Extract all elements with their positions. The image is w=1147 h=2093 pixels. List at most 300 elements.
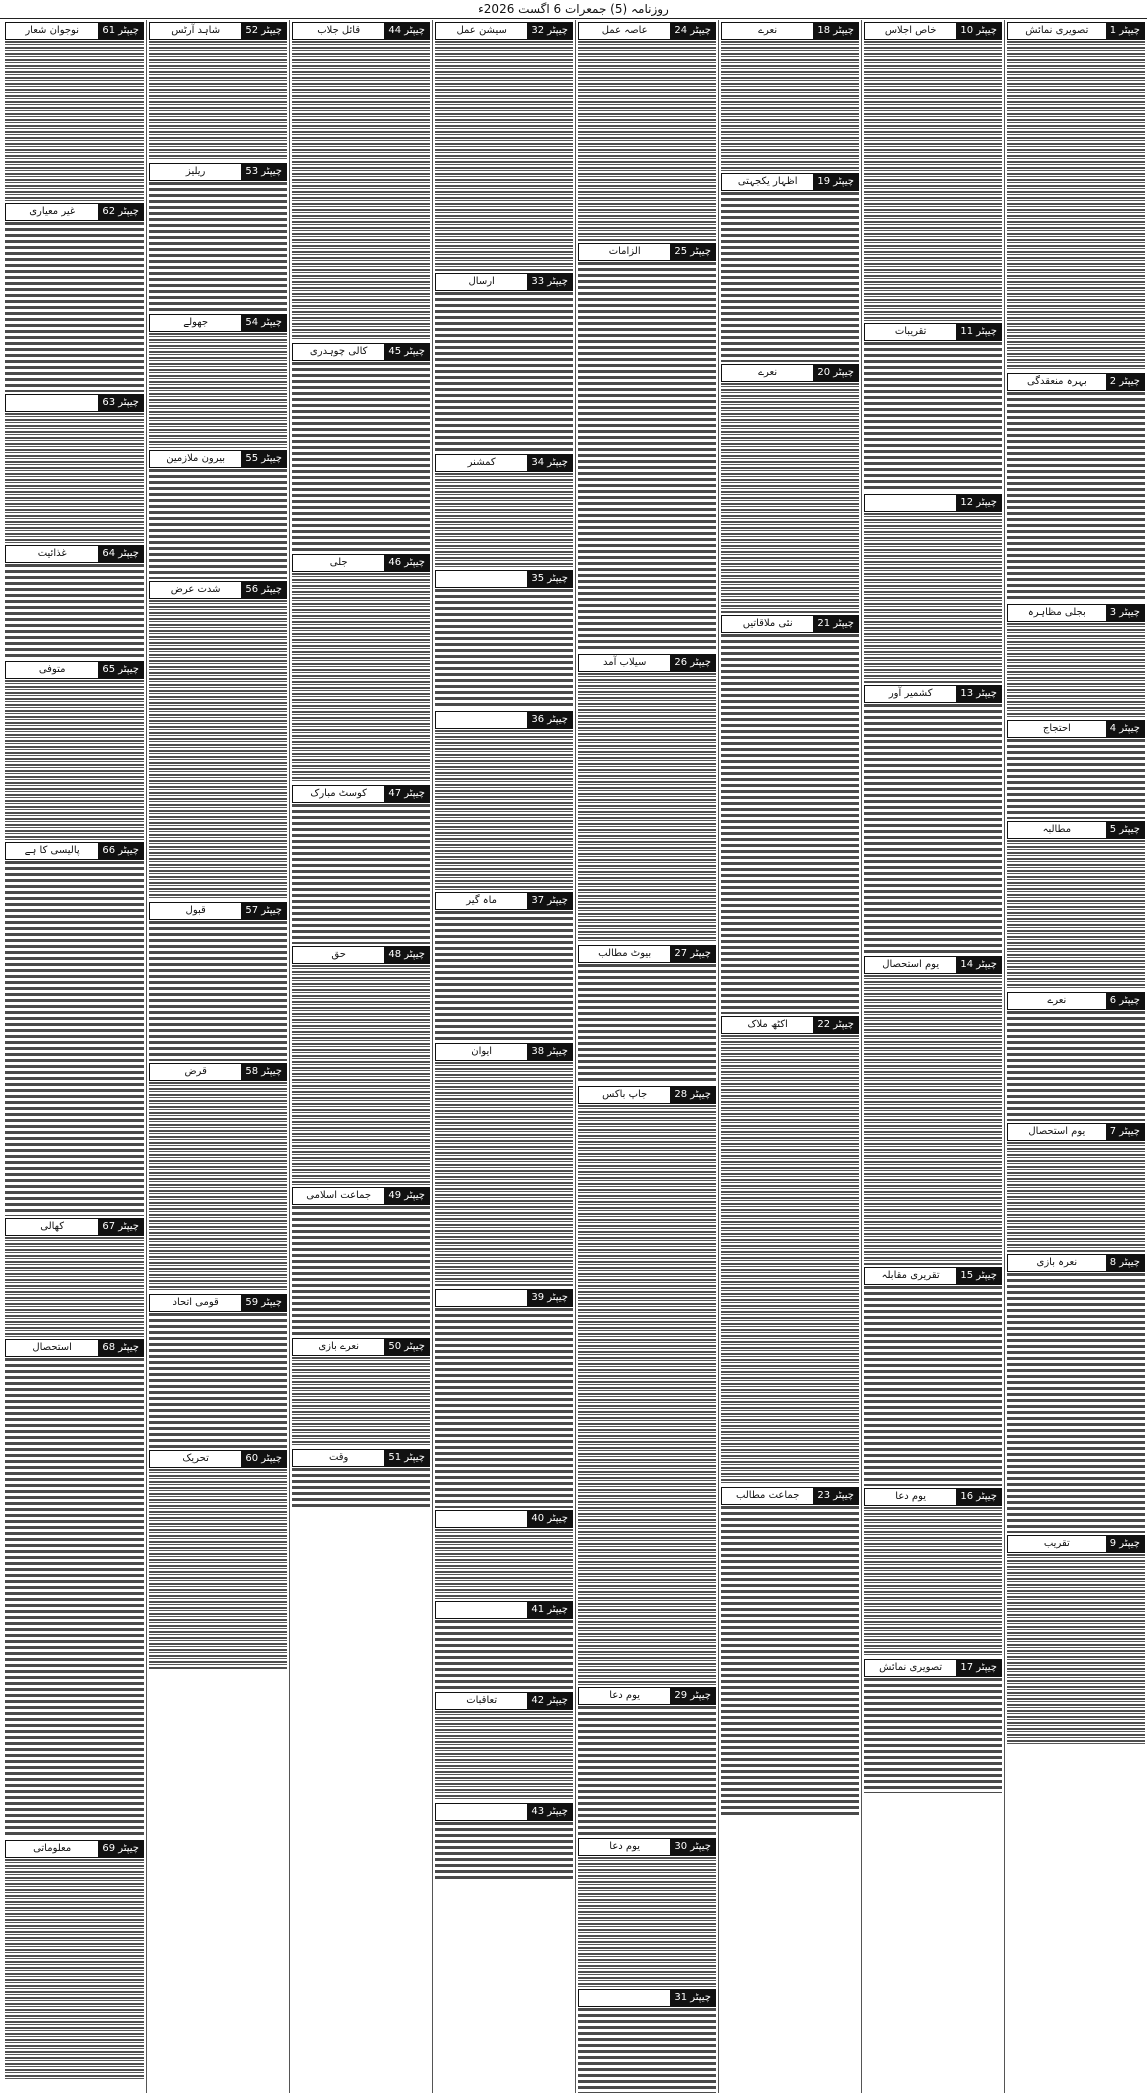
news-title: نعرے <box>1008 993 1106 1009</box>
news-body-text <box>435 1822 573 1882</box>
news-body-text <box>864 342 1002 492</box>
news-title <box>436 571 527 587</box>
news-number-badge: چیپٹر 43 <box>527 1804 572 1820</box>
news-number-badge: چیپٹر 57 <box>241 903 286 919</box>
news-item <box>721 22 859 171</box>
news-title: معلوماتی <box>6 1841 98 1857</box>
news-body-text <box>864 1507 1002 1657</box>
news-item <box>1007 821 1145 990</box>
news-item <box>292 1338 430 1447</box>
news-title: سیشن عمل <box>436 23 527 39</box>
news-item <box>864 1659 1002 1793</box>
news-title: متوفی <box>6 662 98 678</box>
news-body-text <box>721 1506 859 1816</box>
newspaper-columns <box>0 20 1147 2093</box>
news-number-badge: چیپٹر 39 <box>527 1290 572 1306</box>
news-title: نئی ملاقاتیں <box>722 616 813 632</box>
news-title: جلی <box>293 555 384 571</box>
news-heading <box>435 1510 573 1528</box>
news-item <box>292 785 430 944</box>
news-title: اظہار یکجہتی <box>722 174 813 190</box>
news-body-text <box>149 1313 287 1448</box>
news-item <box>435 22 573 271</box>
news-body-text <box>5 1358 144 1838</box>
news-number-badge: چیپٹر 44 <box>384 23 429 39</box>
news-title: یوم دعا <box>579 1839 670 1855</box>
news-item <box>292 343 430 552</box>
news-number-badge: چیپٹر 6 <box>1106 993 1144 1009</box>
news-heading <box>5 203 144 221</box>
news-heading <box>149 1294 287 1312</box>
news-heading <box>149 314 287 332</box>
news-number-badge: چیپٹر 22 <box>813 1017 858 1033</box>
news-body-text <box>149 469 287 579</box>
news-title <box>436 1511 527 1527</box>
news-item <box>149 1063 287 1292</box>
news-item <box>5 1840 144 2079</box>
news-body-text <box>435 1062 573 1287</box>
news-number-badge: چیپٹر 15 <box>956 1268 1001 1284</box>
news-number-badge: چیپٹر 9 <box>1106 1536 1144 1552</box>
news-title: قبول <box>150 903 241 919</box>
news-title: کالی چوہدری <box>293 344 384 360</box>
news-number-badge: چیپٹر 69 <box>98 1841 143 1857</box>
news-body-text <box>149 333 287 448</box>
news-title: احتجاج <box>1008 721 1106 737</box>
news-heading <box>5 1339 144 1357</box>
news-number-badge: چیپٹر 48 <box>384 947 429 963</box>
news-title: ریلیز <box>150 164 241 180</box>
news-heading <box>721 615 859 633</box>
news-number-badge: چیپٹر 46 <box>384 555 429 571</box>
news-number-badge: چیپٹر 65 <box>98 662 143 678</box>
column-2 <box>861 20 1004 2093</box>
news-body-text <box>578 41 716 241</box>
news-heading <box>435 1803 573 1821</box>
news-item <box>292 1187 430 1336</box>
news-title: تقریری مقابلہ <box>865 1268 956 1284</box>
news-title: غیر معیاری <box>6 204 98 220</box>
news-heading <box>721 364 859 382</box>
news-item <box>435 1803 573 1882</box>
news-body-text <box>5 1237 144 1337</box>
news-heading <box>435 1601 573 1619</box>
news-heading <box>435 454 573 472</box>
news-item <box>149 1450 287 1669</box>
news-body-text <box>578 1857 716 1987</box>
news-body-text <box>292 1468 430 1508</box>
news-body-text <box>149 1082 287 1292</box>
news-number-badge: چیپٹر 1 <box>1106 23 1144 39</box>
news-title: تصویری نمائش <box>1008 23 1106 39</box>
news-heading <box>435 892 573 910</box>
news-title: بہرہ منعقدگی <box>1008 374 1106 390</box>
news-heading <box>5 1840 144 1858</box>
news-heading <box>149 1450 287 1468</box>
news-body-text <box>578 964 716 1084</box>
news-title: مطالبہ <box>1008 822 1106 838</box>
news-number-badge: چیپٹر 36 <box>527 712 572 728</box>
news-heading <box>578 945 716 963</box>
news-body-text <box>5 413 144 543</box>
news-heading <box>435 273 573 291</box>
news-body-text <box>292 804 430 944</box>
news-heading <box>5 842 144 860</box>
news-number-badge: چیپٹر 55 <box>241 451 286 467</box>
news-item <box>435 711 573 890</box>
news-heading <box>578 1838 716 1856</box>
news-number-badge: چیپٹر 38 <box>527 1044 572 1060</box>
news-heading <box>435 1043 573 1061</box>
news-item <box>721 615 859 1014</box>
news-body-text <box>1007 41 1145 371</box>
news-item <box>578 1989 716 2093</box>
news-body-text <box>578 1706 716 1836</box>
news-heading <box>1007 720 1145 738</box>
news-item <box>435 1692 573 1801</box>
column-3 <box>718 20 861 2093</box>
news-item <box>578 1838 716 1987</box>
news-item <box>292 946 430 1185</box>
news-body-text <box>721 634 859 1014</box>
news-title <box>436 1602 527 1618</box>
news-item <box>5 545 144 659</box>
news-heading <box>864 1488 1002 1506</box>
news-number-badge: چیپٹر 56 <box>241 582 286 598</box>
news-number-badge: چیپٹر 7 <box>1106 1124 1144 1140</box>
news-title: یوم دعا <box>579 1688 670 1704</box>
news-item <box>1007 1254 1145 1533</box>
news-item <box>1007 373 1145 602</box>
news-number-badge: چیپٹر 13 <box>956 686 1001 702</box>
news-item <box>149 581 287 900</box>
news-heading <box>292 946 430 964</box>
news-heading <box>1007 1535 1145 1553</box>
news-heading <box>578 1989 716 2007</box>
news-heading <box>578 1086 716 1104</box>
news-title: تعاقبات <box>436 1693 527 1709</box>
news-title <box>579 1990 670 2006</box>
news-number-badge: چیپٹر 31 <box>670 1990 715 2006</box>
news-item <box>578 1086 716 1685</box>
news-number-badge: چیپٹر 17 <box>956 1660 1001 1676</box>
column-6 <box>289 20 432 2093</box>
news-heading <box>292 1187 430 1205</box>
news-heading <box>292 1449 430 1467</box>
news-title: بیوٹ مطالب <box>579 946 670 962</box>
news-body-text <box>864 513 1002 683</box>
news-item <box>435 273 573 452</box>
news-item <box>5 203 144 392</box>
news-number-badge: چیپٹر 16 <box>956 1489 1001 1505</box>
news-item <box>435 454 573 568</box>
news-title: بیرون ملازمین <box>150 451 241 467</box>
news-title: قائل جلاب <box>293 23 384 39</box>
news-heading <box>292 22 430 40</box>
news-number-badge: چیپٹر 60 <box>241 1451 286 1467</box>
news-item <box>578 1687 716 1836</box>
news-item <box>1007 992 1145 1121</box>
news-item <box>721 173 859 362</box>
news-title: کھالی <box>6 1219 98 1235</box>
news-item <box>435 1601 573 1690</box>
news-title: قومی اتحاد <box>150 1295 241 1311</box>
news-heading <box>5 661 144 679</box>
news-body-text <box>1007 1142 1145 1252</box>
news-heading <box>435 570 573 588</box>
news-title: کوسٹ مبارک <box>293 786 384 802</box>
news-title <box>436 712 527 728</box>
news-heading <box>864 1267 1002 1285</box>
news-title: ایوان <box>436 1044 527 1060</box>
news-number-badge: چیپٹر 37 <box>527 893 572 909</box>
news-number-badge: چیپٹر 45 <box>384 344 429 360</box>
news-heading <box>721 1016 859 1034</box>
news-item <box>292 1449 430 1508</box>
column-1 <box>1004 20 1147 2093</box>
news-title: الزامات <box>579 244 670 260</box>
news-number-badge: چیپٹر 64 <box>98 546 143 562</box>
news-body-text <box>721 41 859 171</box>
news-body-text <box>435 41 573 271</box>
news-body-text <box>292 1357 430 1447</box>
news-body-text <box>149 600 287 900</box>
news-heading <box>721 173 859 191</box>
news-heading <box>1007 604 1145 622</box>
news-item <box>578 945 716 1084</box>
news-number-badge: چیپٹر 18 <box>813 23 858 39</box>
news-body-text <box>5 680 144 840</box>
news-number-badge: چیپٹر 33 <box>527 274 572 290</box>
news-number-badge: چیپٹر 19 <box>813 174 858 190</box>
news-title: جماعت اسلامی <box>293 1188 384 1204</box>
news-number-badge: چیپٹر 25 <box>670 244 715 260</box>
news-number-badge: چیپٹر 27 <box>670 946 715 962</box>
news-body-text <box>149 1469 287 1669</box>
news-item <box>149 902 287 1061</box>
news-heading <box>435 22 573 40</box>
news-title: نعرے <box>722 23 813 39</box>
news-body-text <box>5 41 144 201</box>
news-number-badge: چیپٹر 34 <box>527 455 572 471</box>
news-body-text <box>5 564 144 659</box>
news-body-text <box>1007 1554 1145 1744</box>
news-title: عاصہ عمل <box>579 23 670 39</box>
news-item <box>864 22 1002 321</box>
news-title: ماہ گیر <box>436 893 527 909</box>
news-item <box>435 1043 573 1287</box>
news-body-text <box>721 192 859 362</box>
news-body-text <box>149 182 287 312</box>
news-heading <box>435 711 573 729</box>
news-title: یوم استحصال <box>1008 1124 1106 1140</box>
column-5 <box>432 20 575 2093</box>
news-heading <box>149 163 287 181</box>
news-title <box>6 395 98 411</box>
news-number-badge: چیپٹر 62 <box>98 204 143 220</box>
news-title: نعرے بازی <box>293 1339 384 1355</box>
news-item <box>5 842 144 1216</box>
news-body-text <box>1007 739 1145 819</box>
news-heading <box>864 323 1002 341</box>
news-item <box>578 654 716 943</box>
news-item <box>435 570 573 709</box>
news-title <box>436 1290 527 1306</box>
news-item <box>5 394 144 543</box>
news-number-badge: چیپٹر 11 <box>956 324 1001 340</box>
news-item <box>1007 720 1145 819</box>
news-heading <box>5 1218 144 1236</box>
news-number-badge: چیپٹر 35 <box>527 571 572 587</box>
news-title: ارسال <box>436 274 527 290</box>
news-item <box>864 1488 1002 1657</box>
news-title: نعرے <box>722 365 813 381</box>
news-body-text <box>5 222 144 392</box>
news-heading <box>292 554 430 572</box>
news-item <box>864 956 1002 1265</box>
news-title: شاہد آرٹس <box>150 23 241 39</box>
news-number-badge: چیپٹر 68 <box>98 1340 143 1356</box>
news-title: سیلاب آمد <box>579 655 670 671</box>
news-item <box>5 1339 144 1838</box>
news-body-text <box>149 921 287 1061</box>
news-title: تقریب <box>1008 1536 1106 1552</box>
news-heading <box>292 343 430 361</box>
news-body-text <box>1007 1273 1145 1533</box>
news-item <box>864 323 1002 492</box>
news-item <box>435 1289 573 1508</box>
news-number-badge: چیپٹر 23 <box>813 1488 858 1504</box>
news-heading <box>578 1687 716 1705</box>
news-item <box>149 163 287 312</box>
news-number-badge: چیپٹر 14 <box>956 957 1001 973</box>
news-heading <box>1007 1254 1145 1272</box>
news-title: یوم دعا <box>865 1489 956 1505</box>
news-item <box>435 892 573 1041</box>
news-body-text <box>435 911 573 1041</box>
news-item <box>721 1016 859 1485</box>
news-body-text <box>721 383 859 613</box>
news-heading <box>5 22 144 40</box>
news-number-badge: چیپٹر 10 <box>956 23 1001 39</box>
news-body-text <box>292 965 430 1185</box>
news-item <box>5 661 144 840</box>
news-heading <box>5 545 144 563</box>
news-heading <box>864 494 1002 512</box>
column-7 <box>146 20 289 2093</box>
news-body-text <box>864 1286 1002 1486</box>
news-title: شدت عرض <box>150 582 241 598</box>
news-title: تحریک <box>150 1451 241 1467</box>
news-title: اکٹھ ملاک <box>722 1017 813 1033</box>
news-title: غذائیت <box>6 546 98 562</box>
news-item <box>721 1487 859 1816</box>
news-body-text <box>435 1620 573 1690</box>
news-heading <box>864 956 1002 974</box>
news-heading <box>149 902 287 920</box>
news-body-text <box>578 2008 716 2093</box>
news-number-badge: چیپٹر 66 <box>98 843 143 859</box>
news-body-text <box>721 1035 859 1485</box>
news-number-badge: چیپٹر 30 <box>670 1839 715 1855</box>
news-title: بجلی مظاہرہ <box>1008 605 1106 621</box>
news-item <box>292 554 430 783</box>
news-number-badge: چیپٹر 20 <box>813 365 858 381</box>
news-number-badge: چیپٹر 4 <box>1106 721 1144 737</box>
news-heading <box>1007 821 1145 839</box>
news-item <box>721 364 859 613</box>
news-number-badge: چیپٹر 26 <box>670 655 715 671</box>
news-title <box>865 495 956 511</box>
news-title: جاپ باکس <box>579 1087 670 1103</box>
news-body-text <box>864 704 1002 954</box>
news-item <box>864 685 1002 954</box>
news-heading <box>149 1063 287 1081</box>
news-heading <box>149 581 287 599</box>
news-body-text <box>292 573 430 783</box>
news-title: نوجوان شعار <box>6 23 98 39</box>
column-8 <box>3 20 146 2093</box>
news-number-badge: چیپٹر 61 <box>98 23 143 39</box>
news-body-text <box>1007 392 1145 602</box>
news-item <box>292 22 430 341</box>
news-heading <box>721 22 859 40</box>
news-number-badge: چیپٹر 67 <box>98 1219 143 1235</box>
news-title: خاص اجلاس <box>865 23 956 39</box>
news-body-text <box>292 41 430 341</box>
news-number-badge: چیپٹر 12 <box>956 495 1001 511</box>
news-heading <box>578 22 716 40</box>
news-number-badge: چیپٹر 54 <box>241 315 286 331</box>
news-title: تصویری نمائش <box>865 1660 956 1676</box>
news-heading <box>149 22 287 40</box>
news-body-text <box>5 1859 144 2079</box>
news-item <box>149 314 287 448</box>
news-body-text <box>292 1206 430 1336</box>
news-number-badge: چیپٹر 59 <box>241 1295 286 1311</box>
news-item <box>578 22 716 241</box>
news-heading <box>864 685 1002 703</box>
news-number-badge: چیپٹر 21 <box>813 616 858 632</box>
news-number-badge: چیپٹر 63 <box>98 395 143 411</box>
news-title: جماعت مطالب <box>722 1488 813 1504</box>
news-body-text <box>435 1529 573 1599</box>
news-heading <box>1007 22 1145 40</box>
news-number-badge: چیپٹر 28 <box>670 1087 715 1103</box>
news-number-badge: چیپٹر 24 <box>670 23 715 39</box>
news-body-text <box>435 1308 573 1508</box>
news-heading <box>149 450 287 468</box>
news-item <box>1007 1535 1145 1744</box>
news-heading <box>435 1692 573 1710</box>
news-heading <box>721 1487 859 1505</box>
news-title: کشمیر آور <box>865 686 956 702</box>
news-number-badge: چیپٹر 58 <box>241 1064 286 1080</box>
news-number-badge: چیپٹر 41 <box>527 1602 572 1618</box>
news-body-text <box>864 41 1002 321</box>
news-heading <box>292 1338 430 1356</box>
news-number-badge: چیپٹر 49 <box>384 1188 429 1204</box>
news-title: جھولے <box>150 315 241 331</box>
news-body-text <box>149 41 287 161</box>
news-title: یوم استحصال <box>865 957 956 973</box>
news-body-text <box>1007 1011 1145 1121</box>
news-item <box>578 243 716 652</box>
news-item <box>864 1267 1002 1486</box>
news-body-text <box>1007 623 1145 718</box>
news-body-text <box>435 292 573 452</box>
news-body-text <box>5 861 144 1216</box>
